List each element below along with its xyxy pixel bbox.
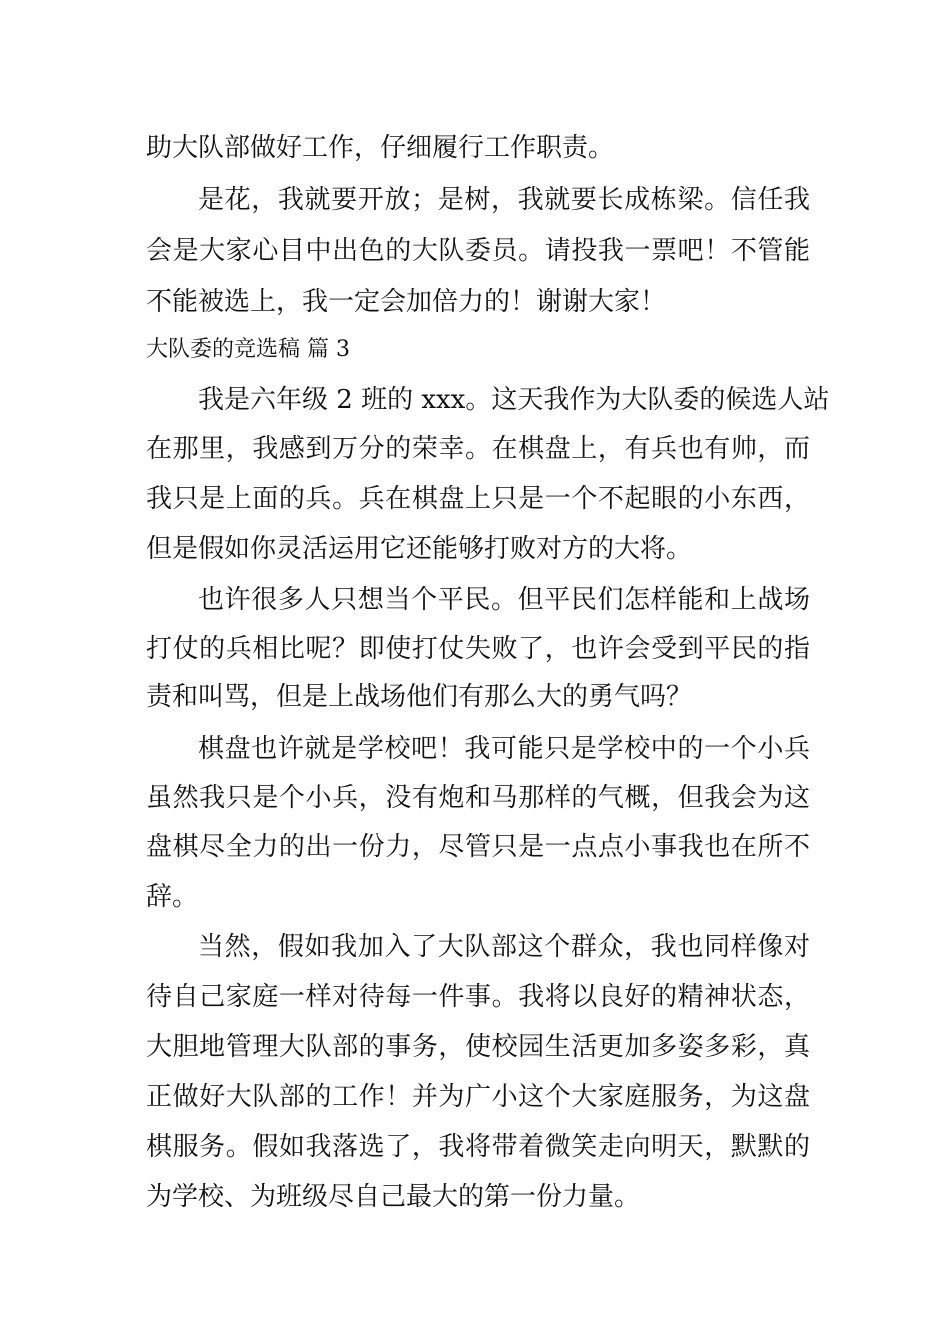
paragraph-line: 不能被选上，我一定会加倍力的！谢谢大家！ [146, 287, 667, 317]
paragraph-line: 待自己家庭一样对待每一件事。我将以良好的精神状态， [146, 982, 810, 1012]
paragraph-line: 我只是上面的兵。兵在棋盘上只是一个不起眼的小东西， [146, 484, 810, 514]
paragraph-line: 会是大家心目中出色的大队委员。请投我一票吧！不管能 [146, 236, 810, 266]
paragraph-line: 盘棋尽全力的出一份力，尽管只是一点点小事我也在所不 [146, 832, 810, 862]
paragraph-line: 正做好大队部的工作！并为广小这个大家庭服务，为这盘 [146, 1082, 810, 1112]
paragraph-line: 虽然我只是个小兵，没有炮和马那样的气概，但我会为这 [146, 783, 810, 813]
paragraph-line: 我是六年级 2 班的 xxx。这天我作为大队委的候选人站 [198, 385, 830, 415]
paragraph-line: 棋服务。假如我落选了，我将带着微笑走向明天，默默的 [146, 1132, 810, 1162]
paragraph-line: 为学校、为班级尽自己最大的第一份力量。 [146, 1182, 641, 1212]
paragraph-line: 是花，我就要开放；是树，我就要长成栋梁。信任我 [198, 185, 810, 215]
paragraph-line: 但是假如你灵活运用它还能够打败对方的大将。 [146, 534, 693, 564]
paragraph-line: 在那里，我感到万分的荣幸。在棋盘上，有兵也有帅，而 [146, 434, 810, 464]
section-heading: 大队委的竞选稿 篇 3 [146, 337, 350, 362]
paragraph-line: 责和叫骂，但是上战场他们有那么大的勇气吗？ [146, 682, 693, 712]
paragraph-line: 当然，假如我加入了大队部这个群众，我也同样像对 [198, 932, 810, 962]
paragraph-line: 打仗的兵相比呢？即使打仗失败了，也许会受到平民的指 [146, 634, 810, 664]
paragraph-line: 也许很多人只想当个平民。但平民们怎样能和上战场 [198, 585, 810, 615]
paragraph-line: 助大队部做好工作，仔细履行工作职责。 [146, 133, 615, 163]
paragraph-line: 大胆地管理大队部的事务，使校园生活更加多姿多彩，真 [146, 1032, 810, 1062]
paragraph-line: 辞。 [146, 882, 199, 912]
paragraph-line: 棋盘也许就是学校吧！我可能只是学校中的一个小兵 [198, 734, 810, 764]
